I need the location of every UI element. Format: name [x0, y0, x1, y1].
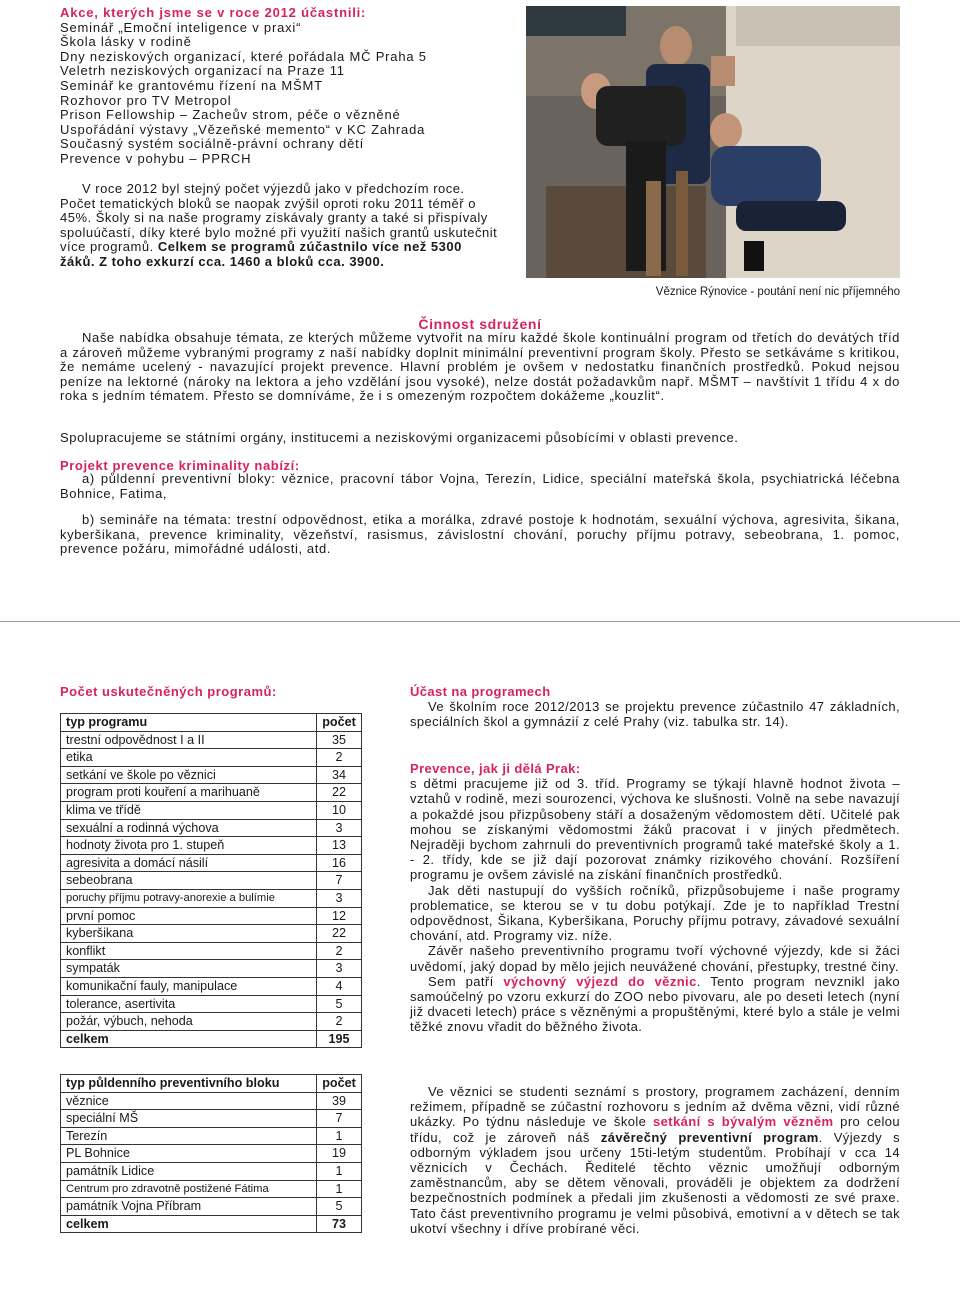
prevention-paragraph [410, 1084, 900, 1236]
table-row [61, 1110, 362, 1128]
events-list [60, 6, 520, 167]
table-row [61, 1013, 362, 1031]
table-row [61, 1162, 362, 1180]
event-item: Škola lásky v rodině [60, 34, 192, 50]
table-total-row [61, 1215, 362, 1233]
table-row [61, 977, 362, 995]
table-cell: Centrum pro zdravotně postižené Fátima [61, 1180, 317, 1198]
table-cell: setkání ve škole po věznici [61, 766, 317, 784]
table-row [61, 889, 362, 907]
event-item: Dny neziskových organizací, které pořádala MČ Praha 5 [60, 48, 427, 64]
table-cell: 16 [317, 854, 362, 872]
table-cell: 3 [317, 819, 362, 837]
table-cell: 73 [317, 1215, 362, 1233]
column-header: počet [317, 1075, 362, 1093]
table-cell: 3 [317, 960, 362, 978]
programs-table [60, 713, 362, 1048]
table-cell: PL Bohnice [61, 1145, 317, 1163]
column-header: typ programu [61, 714, 317, 732]
table-cell: 39 [317, 1092, 362, 1110]
table-row [61, 837, 362, 855]
table-cell: 1 [317, 1162, 362, 1180]
table-row [61, 960, 362, 978]
table-cell: 2 [317, 1013, 362, 1031]
table-cell: tolerance, asertivita [61, 995, 317, 1013]
prevention-title: Prevence, jak ji dělá Prak: [410, 761, 581, 776]
table-cell: 1 [317, 1180, 362, 1198]
table-cell: 7 [317, 872, 362, 890]
table-cell: památník Vojna Příbram [61, 1198, 317, 1216]
prevention-paragraph [410, 974, 900, 1035]
table-cell: 35 [317, 731, 362, 749]
text-span: . Výjezdy s odborným výkladem jsou určeny 15ti-letým studentům. Probíhají v cca 14 věznicích v Čechách. Ředitelé těchto věznic umožňují odborným zaměstnancům, aby se dětem věnovali, prováděli je objektem za dodržení bezpečnostních podmínek a předali jim zkušenosti a vědomosti ze své praxe. Tato část preventivního programu je velmi působivá, emotivní a v dětech se tak ukotví všechny i dříve probírané věci. [410, 1129, 900, 1236]
table-row [61, 995, 362, 1013]
table-cell: 3 [317, 889, 362, 907]
table-cell: konflikt [61, 942, 317, 960]
table-row [61, 819, 362, 837]
table-cell: první pomoc [61, 907, 317, 925]
events-title: Akce, kterých jsme se v roce 2012 účastnili: [60, 5, 367, 20]
table-row [61, 766, 362, 784]
table-row [61, 1145, 362, 1163]
text-span: . Tento program nevznikl jako samoúčelný po vzoru exkurzí do ZOO nebo pivovaru, ale po deseti letech (nyní již dvaceti letech) práce s vězněnými a propuštěnými, které bylo a stále je velmi těžké znovu vřadit do běžného života. [410, 973, 900, 1035]
project-item-b: b) semináře na témata: trestní odpovědnost, etika a morálka, zdravé postoje k hodnotám, sexuální výchova, agresivita, šikana, kyberšikana, prevence kriminality, vězeňství, rasismus, závislostní chování, poruchy příjmu potravy, sebeobrana, 1. pomoc, prevence požáru, mimořádné události, atd. [60, 512, 900, 557]
text-span: Ve věznici se studenti seznámí s prostory, programem zacházení, denním režimem, případně se zúčastní rozhovoru s jedním až dvěma vězni, vidí různé ukázky. Po týdnu následuje ve škole [410, 1084, 900, 1130]
table-cell: 2 [317, 942, 362, 960]
table-cell: sexuální a rodinná výchova [61, 819, 317, 837]
column-header: typ půldenního preventivního bloku [61, 1075, 317, 1093]
table-cell: sebeobrana [61, 872, 317, 890]
cooperation-paragraph: Spolupracujeme se státními orgány, institucemi a neziskovými organizacemi působícími v oblasti prevence. [60, 430, 739, 445]
prevention-paragraph: Závěr našeho preventivního programu tvoří výchovné výjezdy, kde si žáci uvědomí, jaký dopad by mělo jejich neuvážené chování, přestupky, trestné činy. [410, 943, 900, 974]
table-row [61, 872, 362, 890]
prison-photo-image [526, 6, 900, 278]
table-cell: 5 [317, 1198, 362, 1216]
table-cell: 19 [317, 1145, 362, 1163]
event-item: Uspořádání výstavy „Vězeňské memento“ v KC Zahrada [60, 121, 426, 137]
event-item: Seminář „Emoční inteligence v praxi“ [60, 19, 302, 35]
summary-paragraph [60, 182, 500, 270]
section-divider [0, 621, 960, 622]
table-cell: trestní odpovědnost I a II [61, 731, 317, 749]
table-row [61, 942, 362, 960]
event-item: Současný systém sociálně-právní ochrany dětí [60, 136, 364, 152]
table-row [61, 1198, 362, 1216]
prevention-paragraph: s dětmi pracujeme již od 3. tříd. Programy se týkají hlavně hodnot života – vztahů v rodině, mezi sourozenci, výchova ke slušnosti. Volně na sebe navazují a pokaždé jsou přizpůsobeny stáří a dosaženým vědomostem dětí. Učitelé pak mohou se získanými vědomostmi žáků pracovat i v jiných předmětech. Nejraději bychom zahrnuli do preventivních programů také mateřské školy a 1. - 2. třídy, kde se již dají pozorovat známky rizikového chování. Rozšíření programu je ovšem závislé na získání finančních prostředků. [410, 776, 900, 883]
table-cell: poruchy příjmu potravy-anorexie a bulímie [61, 889, 317, 907]
table-cell: 22 [317, 784, 362, 802]
table-cell: 4 [317, 977, 362, 995]
prevention-section [410, 761, 900, 1035]
table-cell: 12 [317, 907, 362, 925]
table-cell: klima ve třídě [61, 801, 317, 819]
table-cell: 13 [317, 837, 362, 855]
table-cell: celkem [61, 1030, 317, 1048]
table-row [61, 749, 362, 767]
table-row [61, 1092, 362, 1110]
text-span: Sem patří [428, 973, 504, 989]
event-item: Veletrh neziskových organizací na Praze 11 [60, 63, 345, 79]
table-row [61, 801, 362, 819]
table-row [61, 925, 362, 943]
table-cell: 10 [317, 801, 362, 819]
activity-paragraph: Naše nabídka obsahuje témata, ze kterých můžeme vytvořit na míru každé škole kontinuální program od třetích do devátých tříd a zároveň můžeme vybranými programy z naší nabídky doplnit minimální preventivní program školy. Přesto se setkáváme s kritikou, že nemáme ucelený - navazující projekt prevence. Hlavní problém je ovšem v nedostatku finančních prostředků. Pokud nejsou peníze na lektorné (nároky na lektora a jeho vzdělání jsou vysoké), nelze dostát požadavkům např. MŠMT – navštívit 1 třídu 4 x do roka s jedním tématem. Přesto se domníváme, že i s omezeným rozpočtem dokážeme „kouzlit“. [60, 330, 900, 404]
text-span: pro celou třídu, což je zároveň náš [410, 1114, 900, 1145]
prison-visit-section [410, 1084, 900, 1236]
table-header-row [61, 1075, 362, 1093]
column-header: počet [317, 714, 362, 732]
table-row [61, 731, 362, 749]
table-cell: agresivita a domácí násilí [61, 854, 317, 872]
table-cell: celkem [61, 1215, 317, 1233]
participation-title: Účast na programech [410, 684, 551, 699]
participation-section [410, 684, 900, 730]
table-row [61, 907, 362, 925]
project-title: Projekt prevence kriminality nabízí: [60, 458, 300, 473]
table-cell: 34 [317, 766, 362, 784]
half-day-blocks-table [60, 1074, 362, 1233]
project-item-a: a) půldenní preventivní bloky: věznice, pracovní tábor Vojna, Terezín, Lidice, speciální mateřská škola, psychiatrická léčebna Bohnice, Fatima, [60, 471, 900, 501]
table-cell: 2 [317, 749, 362, 767]
table-cell: etika [61, 749, 317, 767]
prison-photo [526, 6, 900, 278]
table-cell: hodnoty života pro 1. stupeň [61, 837, 317, 855]
table-total-row [61, 1030, 362, 1048]
table-cell: věznice [61, 1092, 317, 1110]
photo-caption: Věznice Rýnovice - poutání není nic příjemného [655, 286, 900, 298]
activity-title: Činnost sdružení [418, 316, 542, 332]
event-item: Prison Fellowship – Zacheův strom, péče o vězněné [60, 107, 401, 123]
table-cell: sympaták [61, 960, 317, 978]
table-cell: 5 [317, 995, 362, 1013]
event-item: Prevence v pohybu – PPRCH [60, 150, 252, 166]
table-cell: požár, výbuch, nehoda [61, 1013, 317, 1031]
event-item: Seminář ke grantovému řízení na MŠMT [60, 77, 323, 93]
table-cell: 7 [317, 1110, 362, 1128]
highlight-final-program: závěrečný preventivní program [600, 1129, 819, 1145]
programs-title: Počet uskutečněných programů: [60, 684, 277, 699]
table-row [61, 1127, 362, 1145]
table-row [61, 854, 362, 872]
summary-bold: Celkem se programů zúčastnilo více než 5300 žáků. Z toho exkurzí cca. 1460 a bloků cca. 3900. [60, 239, 462, 269]
table-cell: Terezín [61, 1127, 317, 1145]
event-item: Rozhovor pro TV Metropol [60, 92, 232, 108]
highlight-prison-trip: výchovný výjezd do věznic [503, 973, 697, 989]
table-cell: kyberšikana [61, 925, 317, 943]
table-row [61, 784, 362, 802]
participation-text: Ve školním roce 2012/2013 se projektu prevence zúčastnilo 47 základních, speciálních škol a gymnázií z celé Prahy (viz. tabulka str. 14). [410, 699, 900, 730]
table-cell: speciální MŠ [61, 1110, 317, 1128]
table-cell: 1 [317, 1127, 362, 1145]
prevention-paragraph: Jak děti nastupují do vyšších ročníků, přizpůsobujeme i naše programy problematice, se kterou se v tu dobu potýkají. Zde je to například Trestní odpovědnost, Šikana, Kyberšikana, Poruchy příjmu potravy, závadové sexuální chování, atd. Programy viz. níže. [410, 882, 900, 944]
table-header-row [61, 714, 362, 732]
table-cell: 22 [317, 925, 362, 943]
table-cell: památník Lidice [61, 1162, 317, 1180]
table-cell: 195 [317, 1030, 362, 1048]
summary-text: V roce 2012 byl stejný počet výjezdů jako v předchozím roce. Počet tematických bloků se naopak zvýšil oproti roku 2011 téměř o 45%. Školy si na naše programy získávaly granty a také si přispívaly spoluúčastí, díky které bylo možné při využití našich grantů uskutečnit více programů. [60, 181, 498, 255]
table-cell: program proti kouření a marihuaně [61, 784, 317, 802]
highlight-former-prisoner: setkání s bývalým vězněm [653, 1114, 834, 1130]
table-cell: komunikační fauly, manipulace [61, 977, 317, 995]
table-row [61, 1180, 362, 1198]
